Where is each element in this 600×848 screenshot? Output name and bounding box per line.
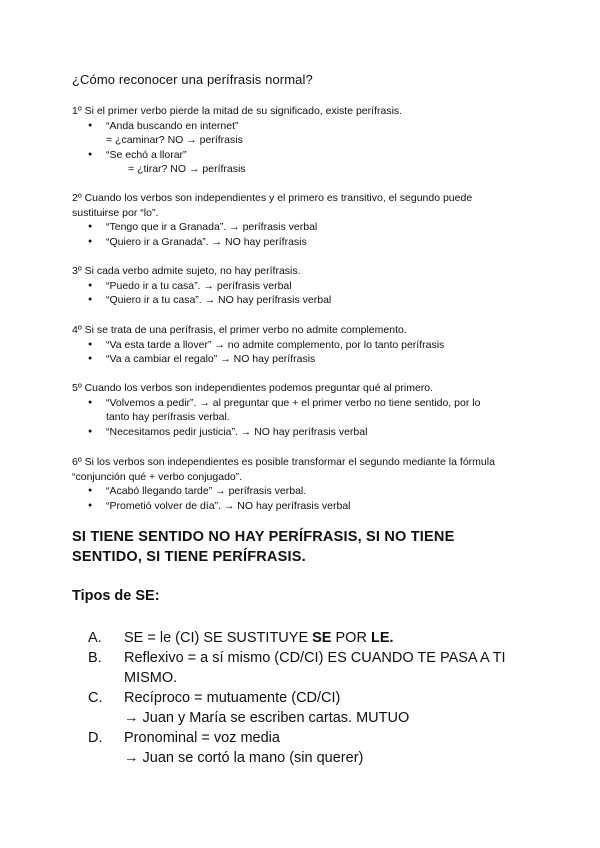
list-letter: D. <box>88 730 103 746</box>
list-item: ● “Quiero ir a tu casa”. → NO hay perífrasis verbal <box>72 293 512 308</box>
section-4 <box>72 323 512 367</box>
section-5 <box>72 381 512 439</box>
tipo-example: → Juan se cortó la mano (sin querer) <box>124 750 364 766</box>
section-heading: 3º Si cada verbo admite sujeto, no hay perífrasis. <box>72 265 301 277</box>
list-letter: B. <box>88 650 102 666</box>
tipo-bold: SE <box>312 630 332 646</box>
list-item: ● “Va a cambiar el regalo” → NO hay perífrasis <box>72 352 512 367</box>
page-title: ¿Cómo reconocer una perífrasis normal? <box>72 72 313 87</box>
list-letter: A. <box>88 630 102 646</box>
tipo-text: Pronominal = voz media <box>124 730 280 746</box>
list-item: ● “Tengo que ir a Granada”. → perífrasis verbal <box>72 220 512 235</box>
tipos-heading: Tipos de SE: <box>72 588 160 604</box>
section-1 <box>72 104 512 177</box>
list-item: ● “Puedo ir a tu casa”. → perífrasis verbal <box>72 279 512 294</box>
tipo-bold: LE. <box>370 630 394 646</box>
list-item: ● “Acabó llegando tarde” → perífrasis verbal. <box>72 484 512 499</box>
section-heading: 2º Cuando los verbos son independientes y el primero es transitivo, el segundo puede sustituirse por “lo”. <box>72 192 473 219</box>
list-item: ● “Prometió volver de día”. → NO hay perífrasis verbal <box>72 499 512 514</box>
section-6 <box>72 455 512 513</box>
tipo-text: Recíproco = mutuamente (CD/CI) <box>124 690 341 706</box>
list-item-note: = ¿caminar? NO → perífrasis <box>106 134 243 146</box>
tipo-text: POR <box>331 630 371 646</box>
list-item-note: = ¿tirar? NO → perífrasis <box>128 163 246 175</box>
tipo-text: SE = le (CI) SE SUSTITUYE <box>124 630 313 646</box>
list-item: ● “Necesitamos pedir justicia”. → NO hay perífrasis verbal <box>72 425 512 440</box>
tipo-example: → Juan y María se escriben cartas. MUTUO <box>124 710 410 726</box>
section-heading: 4º Si se trata de una perífrasis, el primer verbo no admite complemento. <box>72 324 407 336</box>
list-item: ● “Volvemos a pedir”. → al preguntar que + el primer verbo no tiene sentido, por lo tanto hay perífrasis verbal. <box>72 396 506 425</box>
tipos-list <box>88 628 518 768</box>
list-item: ● “Va esta tarde a llover” → no admite complemento, por lo tanto perífrasis <box>72 338 512 353</box>
section-heading: 5º Cuando los verbos son independientes podemos preguntar qué al primero. <box>72 382 434 394</box>
section-heading: 6º Si los verbos son independientes es posible transformar el segundo mediante la fórmula “conjunción qué + verbo conjugado”. <box>72 456 495 483</box>
section-2 <box>72 191 512 249</box>
list-item: ● “Anda buscando en internet” <box>72 119 512 134</box>
tipo-item-a <box>88 628 518 648</box>
emphasis-note: SI TIENE SENTIDO NO HAY PERÍFRASIS, SI NO TIENE SENTIDO, SI TIENE PERÍFRASIS. <box>72 529 455 565</box>
list-letter: C. <box>88 690 103 706</box>
list-item: ● “Se echó a llorar” <box>72 148 512 163</box>
tipo-item-d <box>88 728 518 768</box>
section-heading: 1º Si el primer verbo pierde la mitad de su significado, existe perífrasis. <box>72 105 403 117</box>
section-3 <box>72 264 512 308</box>
tipo-item-c <box>88 688 518 728</box>
list-item: ● “Quiero ir a Granada”. → NO hay perífrasis <box>72 235 512 250</box>
tipo-item-b <box>88 648 518 688</box>
tipo-text: Reflexivo = a sí mismo (CD/CI) ES CUANDO TE PASA A TI MISMO. <box>124 650 506 686</box>
